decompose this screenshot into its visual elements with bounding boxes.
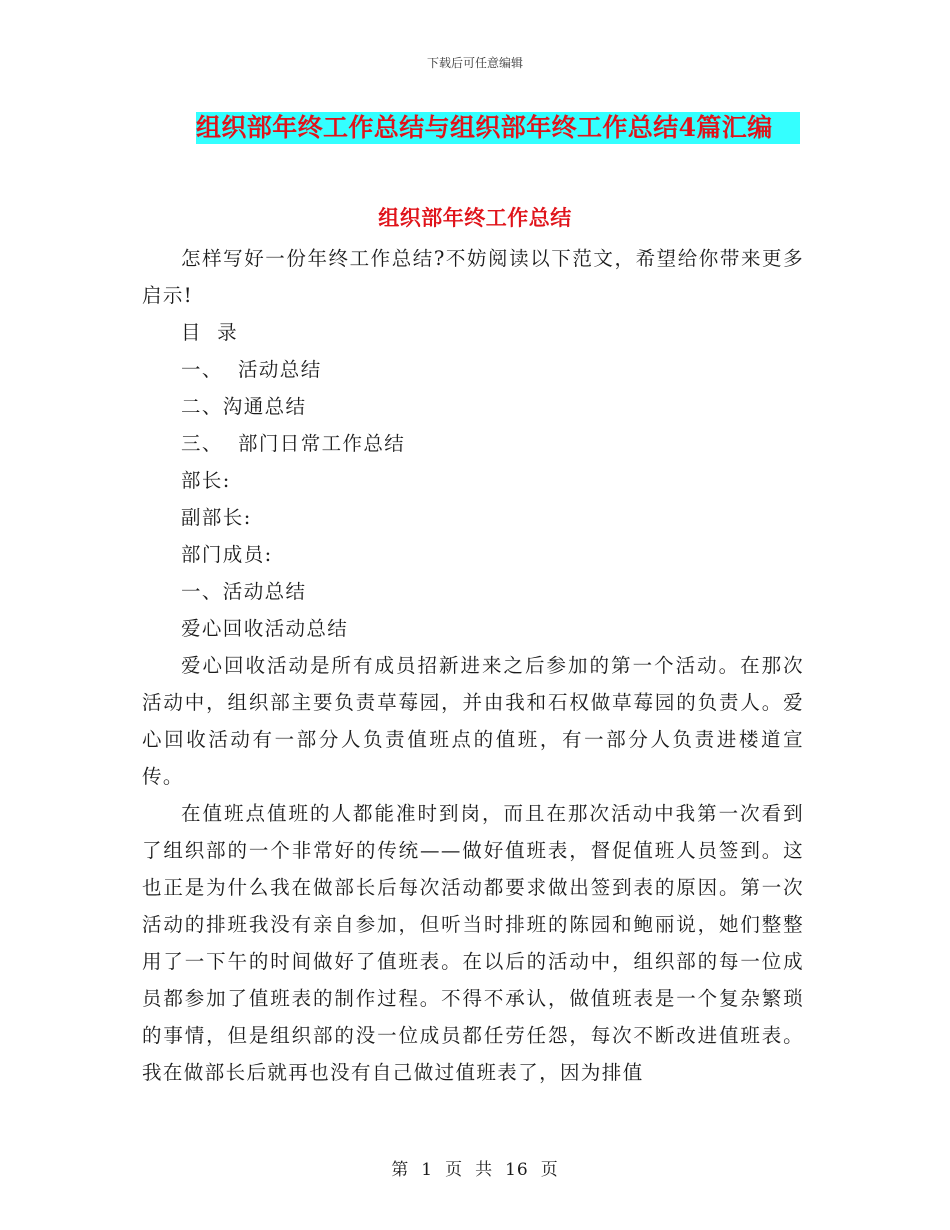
section-heading: 一、活动总结: [181, 580, 307, 603]
header-note: 下载后可任意编辑: [426, 56, 523, 70]
body-paragraph: 爱心回收活动是所有成员招新进来之后参加的第一个活动。在那次活动中，组织部主要负责草莓园，并由我和石权做草莓园的负责人。爱心回收活动有一部分人负责值班点的值班，有一部分人负责进楼道宣传。: [142, 654, 804, 788]
role-line: 副部长:: [181, 506, 252, 529]
document-main-title: 组织部年终工作总结与组织部年终工作总结4篇汇编: [196, 112, 800, 144]
footer-page-number: 1: [421, 1160, 434, 1180]
toc-heading: 目 录: [181, 321, 238, 344]
subsection-heading: 爱心回收活动总结: [181, 617, 349, 640]
footer-total-unit: 页: [540, 1160, 559, 1180]
intro-paragraph: 怎样写好一份年终工作总结?不妨阅读以下范文，希望给你带来更多启示!: [142, 247, 804, 307]
body-paragraph: 在值班点值班的人都能准时到岗，而且在那次活动中我第一次看到了组织部的一个非常好的传统——做好值班表，督促值班人员签到。这也正是为什么我在做部长后每次活动都要求做出签到表的原因。第一次活动的排班我没有亲自参加，但听当时排班的陈园和鲍丽说，她们整整用了一下午的时间做好了值班表。在以后的活动中，组织部的每一位成员都参加了值班表的制作过程。不得不承认，做值班表是一个复杂繁琐的事情，但是组织部的没一位成员都任劳任怨，每次不断改进值班表。我在做部长后就再也没有自己做过值班表了，因为排值: [142, 802, 804, 1084]
footer-total-label: 共: [475, 1160, 494, 1180]
footer-page-label: 第: [391, 1160, 410, 1180]
section-title: 组织部年终工作总结: [378, 205, 572, 230]
toc-item: 三、 部门日常工作总结: [181, 432, 406, 455]
footer-total-pages: 16: [505, 1160, 529, 1180]
footer-page-unit: 页: [445, 1160, 464, 1180]
toc-item: 一、 活动总结: [181, 358, 322, 381]
page-footer: [0, 1155, 950, 1180]
document-body: [142, 240, 804, 1091]
role-line: 部门成员:: [181, 543, 273, 566]
toc-item: 二、沟通总结: [181, 395, 307, 418]
role-line: 部长:: [181, 469, 231, 492]
